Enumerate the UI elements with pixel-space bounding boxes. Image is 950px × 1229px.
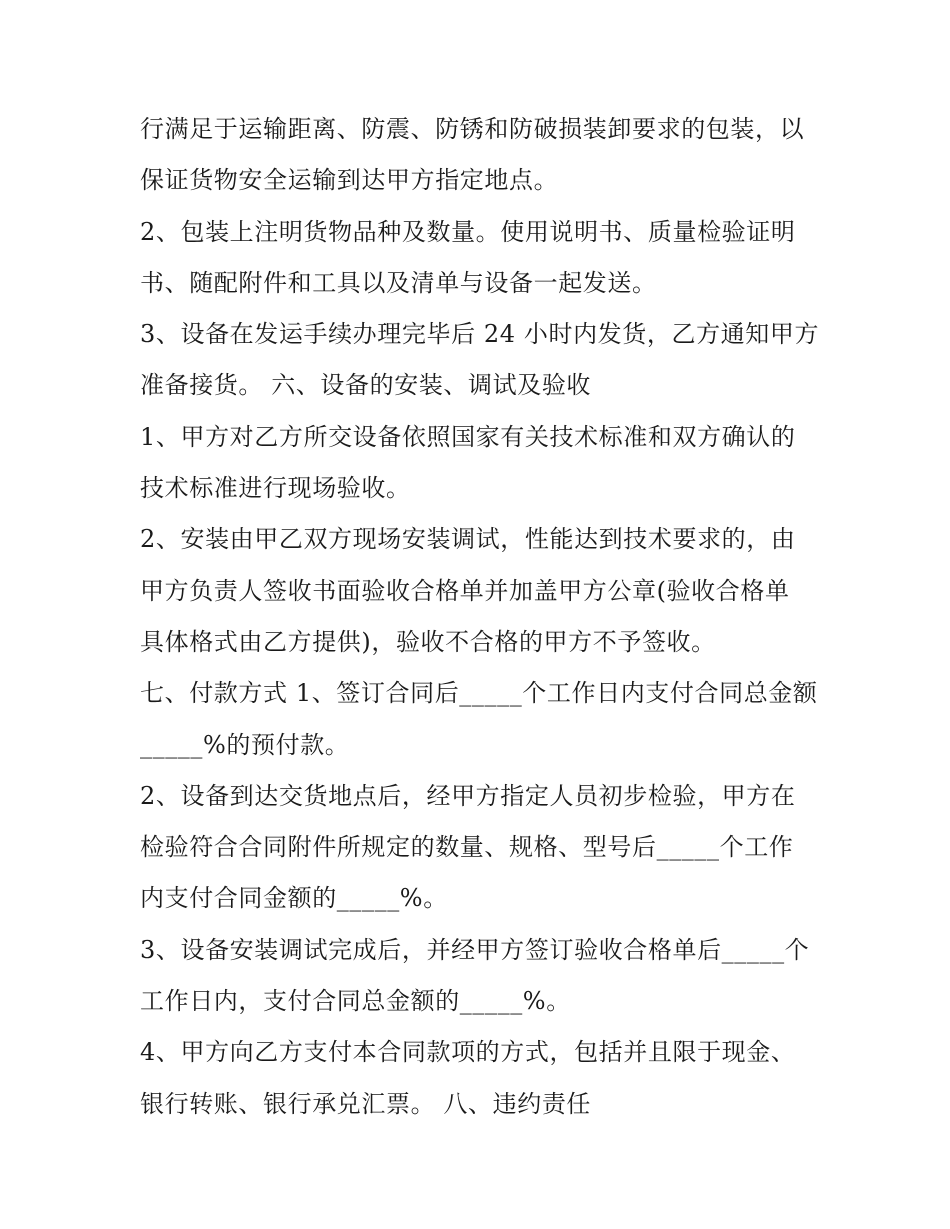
text-line: 检验符合合同附件所规定的数量、规格、型号后_____个工作 (140, 833, 794, 862)
text-line: 银行转账、银行承兑汇票。 八、违约责任 (140, 1089, 592, 1118)
text-line: 书、随配附件和工具以及清单与设备一起发送。 (140, 268, 657, 297)
text-line: 准备接货。 六、设备的安装、调试及验收 (140, 371, 592, 400)
text-line: 2、安装由甲乙双方现场安装调试，性能达到技术要求的，由 (140, 525, 796, 554)
text-line: 2、包装上注明货物品种及数量。使用说明书、质量检验证明 (140, 217, 796, 246)
text-line: _____%的预付款。 (140, 730, 350, 759)
text-line: 技术标准进行现场验收。 (140, 474, 411, 503)
text-line: 工作日内，支付合同总金额的_____%。 (140, 987, 571, 1016)
text-line: 内支付合同金额的_____%。 (140, 884, 448, 913)
text-line: 4、甲方向乙方支付本合同款项的方式，包括并且限于现金、 (140, 1038, 796, 1067)
text-line: 甲方负责人签收书面验收合格单并加盖甲方公章(验收合格单 (140, 576, 790, 605)
text-line: 七、付款方式 1、签订合同后_____个工作日内支付合同总金额 (140, 679, 818, 708)
text-line: 行满足于运输距离、防震、防锈和防破损装卸要求的包装，以 (140, 115, 805, 143)
text-line: 3、设备安装调试完成后，并经甲方签订验收合格单后_____个 (140, 935, 810, 964)
text-line: 具体格式由乙方提供)，验收不合格的甲方不予签收。 (140, 627, 716, 656)
text-line: 3、设备在发运手续办理完毕后 24 小时内发货，乙方通知甲方 (140, 320, 820, 349)
text-line: 保证货物安全运输到达甲方指定地点。 (140, 166, 559, 195)
text-line: 2、设备到达交货地点后，经甲方指定人员初步检验，甲方在 (140, 781, 796, 810)
document-body (140, 104, 820, 1130)
text-line: 1、甲方对乙方所交设备依照国家有关技术标准和双方确认的 (140, 422, 796, 451)
